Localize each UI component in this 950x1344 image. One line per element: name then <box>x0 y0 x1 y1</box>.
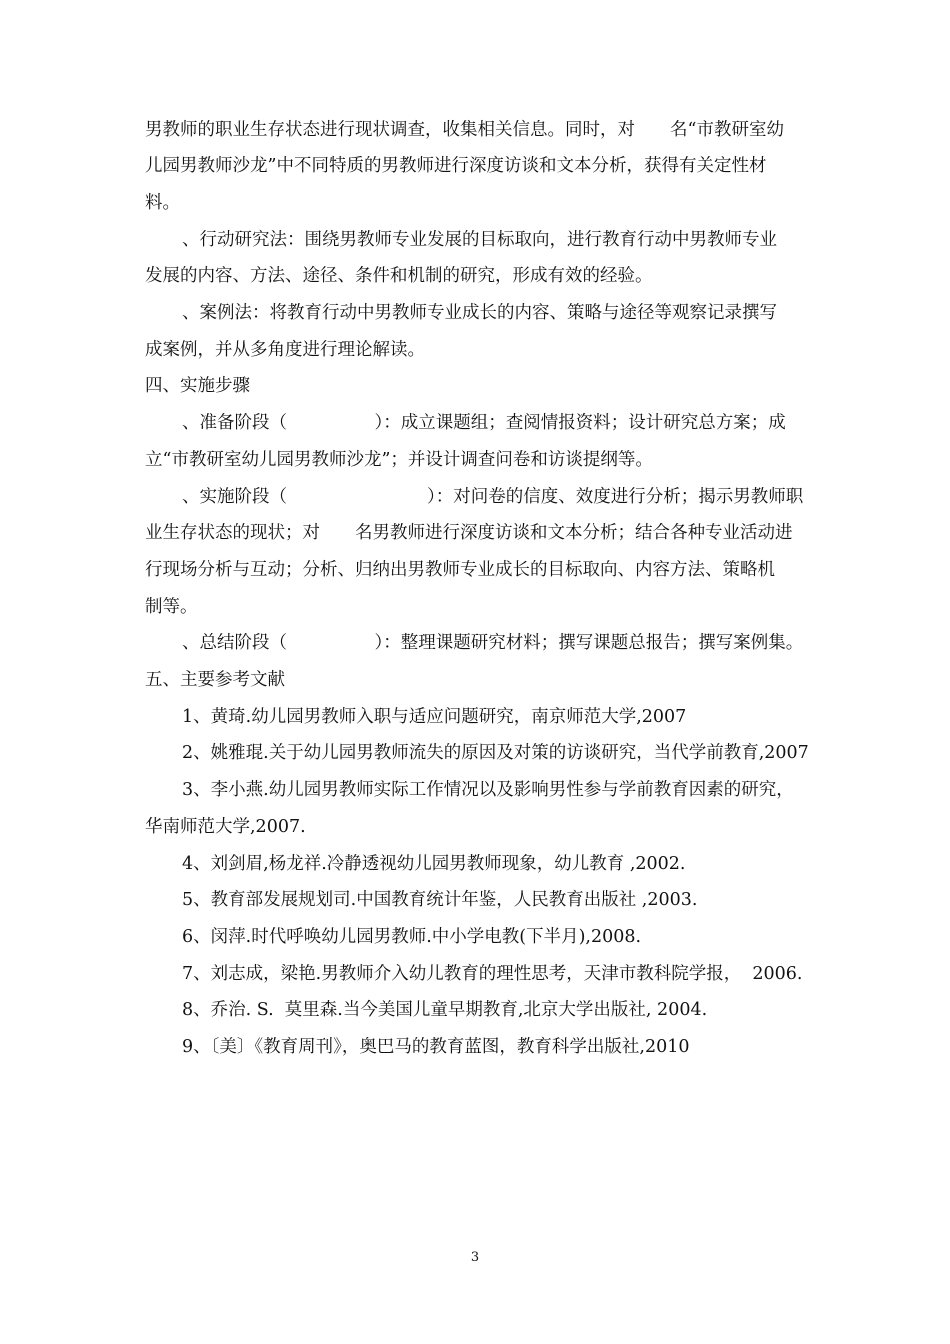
reference-item: 4、刘剑眉,杨龙祥.冷静透视幼儿园男教师现象，幼儿教育 ,2002. <box>182 854 686 874</box>
reference-item: 9、〔美〕《教育周刊》，奥巴马的教育蓝图，教育科学出版社,2010 <box>182 1037 690 1057</box>
reference-item: 5、教育部发展规划司.中国教育统计年鉴，人民教育出版社 ,2003. <box>182 890 698 910</box>
paragraph-line: 立“市教研室幼儿园男教师沙龙”；并设计调查问卷和访谈提纲等。 <box>145 450 653 470</box>
reference-item: 8、乔治. S. 莫里森.当今美国儿童早期教育,北京大学出版社, 2004. <box>182 1000 708 1020</box>
paragraph-line: 业生存状态的现状；对 名男教师进行深度访谈和文本分析；结合各种专业活动进 <box>145 523 793 543</box>
paragraph-line: 、行动研究法：围绕男教师专业发展的目标取向，进行教育行动中男教师专业 <box>182 230 777 250</box>
reference-item: 3、李小燕.幼儿园男教师实际工作情况以及影响男性参与学前教育因素的研究， <box>182 780 794 800</box>
paragraph-line: 、实施阶段（ ）：对问卷的信度、效度进行分析；揭示男教师职 <box>182 487 804 507</box>
reference-item: 7、刘志成，梁艳.男教师介入幼儿教育的理性思考，天津市教科院学报， 2006. <box>182 964 803 984</box>
paragraph-line: 发展的内容、方法、途径、条件和机制的研究，形成有效的经验。 <box>145 266 653 286</box>
paragraph-line: 成案例，并从多角度进行理论解读。 <box>145 340 425 360</box>
paragraph-line: 、案例法：将教育行动中男教师专业成长的内容、策略与途径等观察记录撰写 <box>182 303 777 323</box>
section-heading: 四、实施步骤 <box>145 376 250 396</box>
section-heading: 五、主要参考文献 <box>145 670 285 690</box>
reference-item: 2、姚雅琨.关于幼儿园男教师流失的原因及对策的访谈研究，当代学前教育,2007 <box>182 743 809 763</box>
reference-item: 6、闵萍.时代呼唤幼儿园男教师.中小学电教(下半月),2008. <box>182 927 642 947</box>
paragraph-line: 行现场分析与互动；分析、归纳出男教师专业成长的目标取向、内容方法、策略机 <box>145 560 775 580</box>
reference-item-continuation: 华南师范大学,2007. <box>145 817 306 837</box>
paragraph-line: 男教师的职业生存状态进行现状调查，收集相关信息。同时，对 名“市教研室幼 <box>145 120 784 140</box>
page-number: 3 <box>470 1250 480 1265</box>
paragraph-line: 、总结阶段（ ）：整理课题研究材料；撰写课题总报告；撰写案例集。 <box>182 633 804 653</box>
paragraph-line: 儿园男教师沙龙”中不同特质的男教师进行深度访谈和文本分析，获得有关定性材 <box>145 156 767 176</box>
paragraph-line: 制等。 <box>145 597 198 617</box>
paragraph-line: 、准备阶段（ ）：成立课题组；查阅情报资料；设计研究总方案；成 <box>182 413 786 433</box>
reference-item: 1、黄琦.幼儿园男教师入职与适应问题研究，南京师范大学,2007 <box>182 707 687 727</box>
paragraph-line: 料。 <box>145 193 180 213</box>
